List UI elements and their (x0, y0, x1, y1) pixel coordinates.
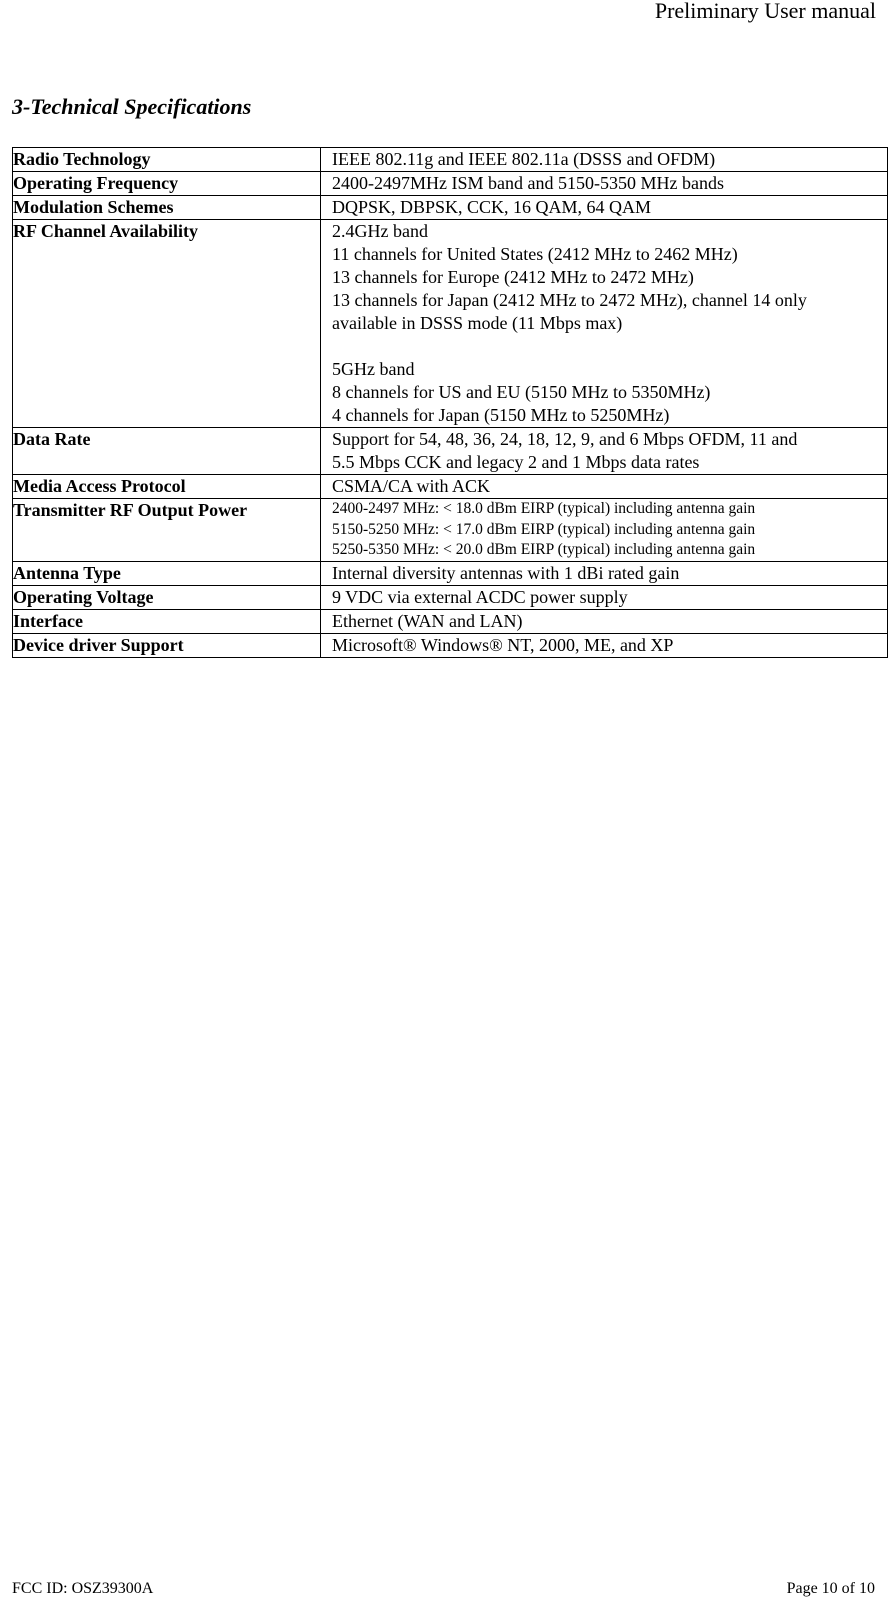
spec-label: Interface (13, 609, 321, 633)
spec-label: Device driver Support (13, 633, 321, 657)
spec-value (321, 475, 888, 499)
table-row (13, 499, 888, 562)
table-row (13, 585, 888, 609)
spec-value (321, 585, 888, 609)
table-row (13, 475, 888, 499)
spec-value-line: 5250-5350 MHz: < 20.0 dBm EIRP (typical) including antenna gain (332, 541, 756, 558)
table-row (13, 428, 888, 475)
table-row (13, 196, 888, 220)
spec-label: Operating Voltage (13, 585, 321, 609)
spec-value-line: Support for 54, 48, 36, 24, 18, 12, 9, and 6 Mbps OFDM, 11 and (332, 429, 798, 449)
table-row (13, 561, 888, 585)
spec-value (321, 561, 888, 585)
spec-label: Antenna Type (13, 561, 321, 585)
spec-value-line: 8 channels for US and EU (5150 MHz to 5350MHz) (332, 382, 711, 402)
table-row (13, 148, 888, 172)
page-number-footer: Page 10 of 10 (786, 1580, 875, 1597)
fcc-id-footer: FCC ID: OSZ39300A (12, 1580, 154, 1597)
spec-value-line: available in DSSS mode (11 Mbps max) (332, 313, 623, 333)
spec-label: RF Channel Availability (13, 220, 321, 428)
spec-value-line: 2400-2497MHz ISM band and 5150-5350 MHz bands (332, 173, 724, 193)
specifications-table (12, 147, 888, 658)
spec-value (321, 148, 888, 172)
spec-value-line: 4 channels for Japan (5150 MHz to 5250MHz) (332, 405, 670, 425)
spec-value-line: 2.4GHz band (332, 221, 428, 241)
spec-value-line: 13 channels for Europe (2412 MHz to 2472 MHz) (332, 267, 694, 287)
spec-value-line: 11 channels for United States (2412 MHz to 2462 MHz) (332, 244, 738, 264)
spec-value (321, 499, 888, 562)
spec-label: Operating Frequency (13, 172, 321, 196)
spec-value-line: CSMA/CA with ACK (332, 476, 491, 496)
spec-value (321, 172, 888, 196)
table-row (13, 220, 888, 428)
spec-label: Transmitter RF Output Power (13, 499, 321, 562)
spec-value (321, 196, 888, 220)
table-row (13, 172, 888, 196)
section-title: 3-Technical Specifications (12, 94, 252, 119)
spec-value-line: 5GHz band (332, 359, 415, 379)
spec-value-line: Microsoft® Windows® NT, 2000, ME, and XP (332, 634, 674, 655)
spec-label: Modulation Schemes (13, 196, 321, 220)
spec-label: Radio Technology (13, 148, 321, 172)
spec-value-line: Ethernet (WAN and LAN) (332, 610, 523, 631)
spec-value (321, 220, 888, 428)
spec-value (321, 428, 888, 475)
spec-label: Media Access Protocol (13, 475, 321, 499)
spec-value-line: 13 channels for Japan (2412 MHz to 2472 MHz), channel 14 only (332, 290, 807, 310)
spec-value-line: 2400-2497 MHz: < 18.0 dBm EIRP (typical) including antenna gain (332, 500, 756, 517)
spec-label: Data Rate (13, 428, 321, 475)
spec-value (321, 609, 888, 633)
spec-value-line: 9 VDC via external ACDC power supply (332, 586, 628, 607)
table-row (13, 633, 888, 657)
spec-value (321, 633, 888, 657)
spec-value-line: 5.5 Mbps CCK and legacy 2 and 1 Mbps data rates (332, 452, 700, 472)
spec-value-spacer (332, 335, 883, 358)
document-header: Preliminary User manual (654, 0, 876, 23)
spec-value-line: Internal diversity antennas with 1 dBi rated gain (332, 562, 680, 583)
spec-value-line: DQPSK, DBPSK, CCK, 16 QAM, 64 QAM (332, 197, 652, 217)
table-row (13, 609, 888, 633)
spec-value-line: 5150-5250 MHz: < 17.0 dBm EIRP (typical) including antenna gain (332, 520, 756, 538)
spec-value-line: IEEE 802.11g and IEEE 802.11a (DSSS and OFDM) (332, 149, 716, 169)
